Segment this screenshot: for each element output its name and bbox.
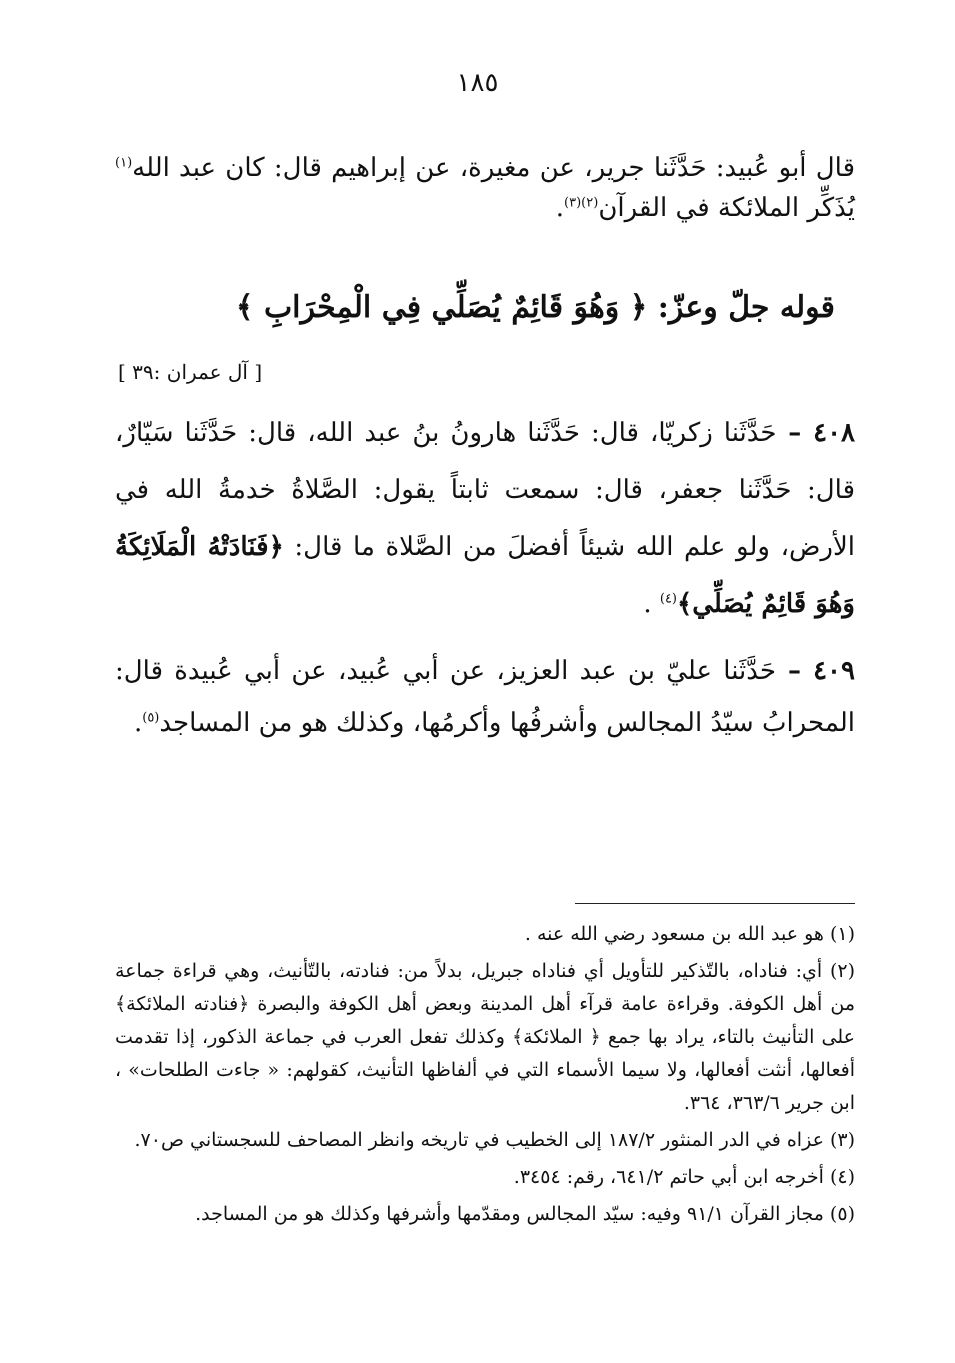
footnote-2: (٢) أي: فناداه، بالتّذكير للتأويل أي فناداه جبريل، بدلاً من: فنادته، بالتّأنيث، وهي قراءة جماعة من أهل الكوفة. وقراءة عامة قرآء أهل المدينة وبعض أهل الكوفة والبصرة ﴿فنادته الملائكة﴾ على التأنيث بالتاء، يراد بها جمع ﴿ الملائكة﴾ وكذلك تفعل العرب في جماعة الذكور، إذا تقدمت أفعالها، أنثت أفعالها، ولا سيما الأسماء التي في ألفاظها التأنيث، كقولهم: « جاءت الطلحات» ، ابن جرير ٣٦٣/٦، ٣٦٤. xyxy=(115,960,855,1114)
footnote-ref-2-3: (٢)(٣) xyxy=(564,195,599,211)
heading-verse: ﴿ وَهُوَ قَائِمٌ يُصَلِّي فِي الْمِحْرَابِ ﴾ xyxy=(235,290,648,325)
paragraph-408-text: حَدَّثَنا زكريّا، قال: حَدَّثَنا هارونُ بنُ عبد الله، قال: حَدَّثَنا سَيّارٌ، قال: حَدَّثَنا جعفر، قال: سمعت ثابتاً يقول: الصَّلاةُ خدمةُ الله في الأرض، ولو علم الله شيئاً أفضلَ من الصَّلاة ما قال: xyxy=(115,418,855,562)
paragraph-409 xyxy=(115,645,855,749)
footnote-ref-1: (١) xyxy=(115,155,133,171)
footnotes xyxy=(115,918,855,1235)
page-number: ١٨٥ xyxy=(456,68,499,98)
footnote-1: (١) هو عبد الله بن مسعود رضي الله عنه . xyxy=(524,923,855,945)
footnote-ref-5: (٥) xyxy=(142,710,160,726)
footnote-ref-4: (٤) xyxy=(659,591,677,607)
paragraph-text: قال أبو عُبيد: حَدَّثَنا جرير، عن مغيرة، عن إبراهيم قال: كان عبد الله xyxy=(132,153,855,183)
hadith-number-409: ٤٠٩ – xyxy=(776,656,855,686)
quran-quote: ﴿فَنَادَتْهُ الْمَلَائِكَةُ وَهُوَ قَائِمٌ يُصَلِّي﴾ xyxy=(115,532,855,619)
footnote-4: (٤) أخرجه ابن أبي حاتم ٦٤١/٢، رقم: ٣٤٥٤. xyxy=(513,1166,855,1188)
footnote-divider xyxy=(575,903,855,904)
footnote-5: (٥) مجاز القرآن ٩١/١ وفيه: سيّد المجالس ومقدّمها وأشرفها وكذلك هو من المساجد. xyxy=(195,1203,855,1225)
paragraph-text-continued: يُذَكِّر الملائكة في القرآن xyxy=(598,193,855,223)
paragraph-409-text: حَدَّثَنا عليّ بن عبد العزيز، عن أبي عُبيد، عن أبي عُبيدة قال: المحرابُ سيّدُ المجالس وأشرفُها وأكرمُها، وكذلك هو من المساجد xyxy=(115,656,855,738)
hadith-number-408: ٤٠٨ – xyxy=(776,418,856,448)
paragraph-end: . xyxy=(555,193,565,223)
paragraph-408 xyxy=(115,405,855,633)
sura-reference: [ آل عمران :٣٩ ] xyxy=(118,360,263,384)
footnote-3: (٣) عزاه في الدر المنثور ١٨٧/٢ إلى الخطيب في تاريخه وانظر المصاحف للسجستاني ص٧٠. xyxy=(134,1129,855,1151)
paragraph-abu-ubaid xyxy=(115,148,855,228)
verse-heading xyxy=(235,290,835,325)
paragraph-409-end: . xyxy=(133,708,143,738)
heading-label: قوله جلّ وعزّ: xyxy=(647,290,835,325)
paragraph-408-end: . xyxy=(643,589,660,619)
